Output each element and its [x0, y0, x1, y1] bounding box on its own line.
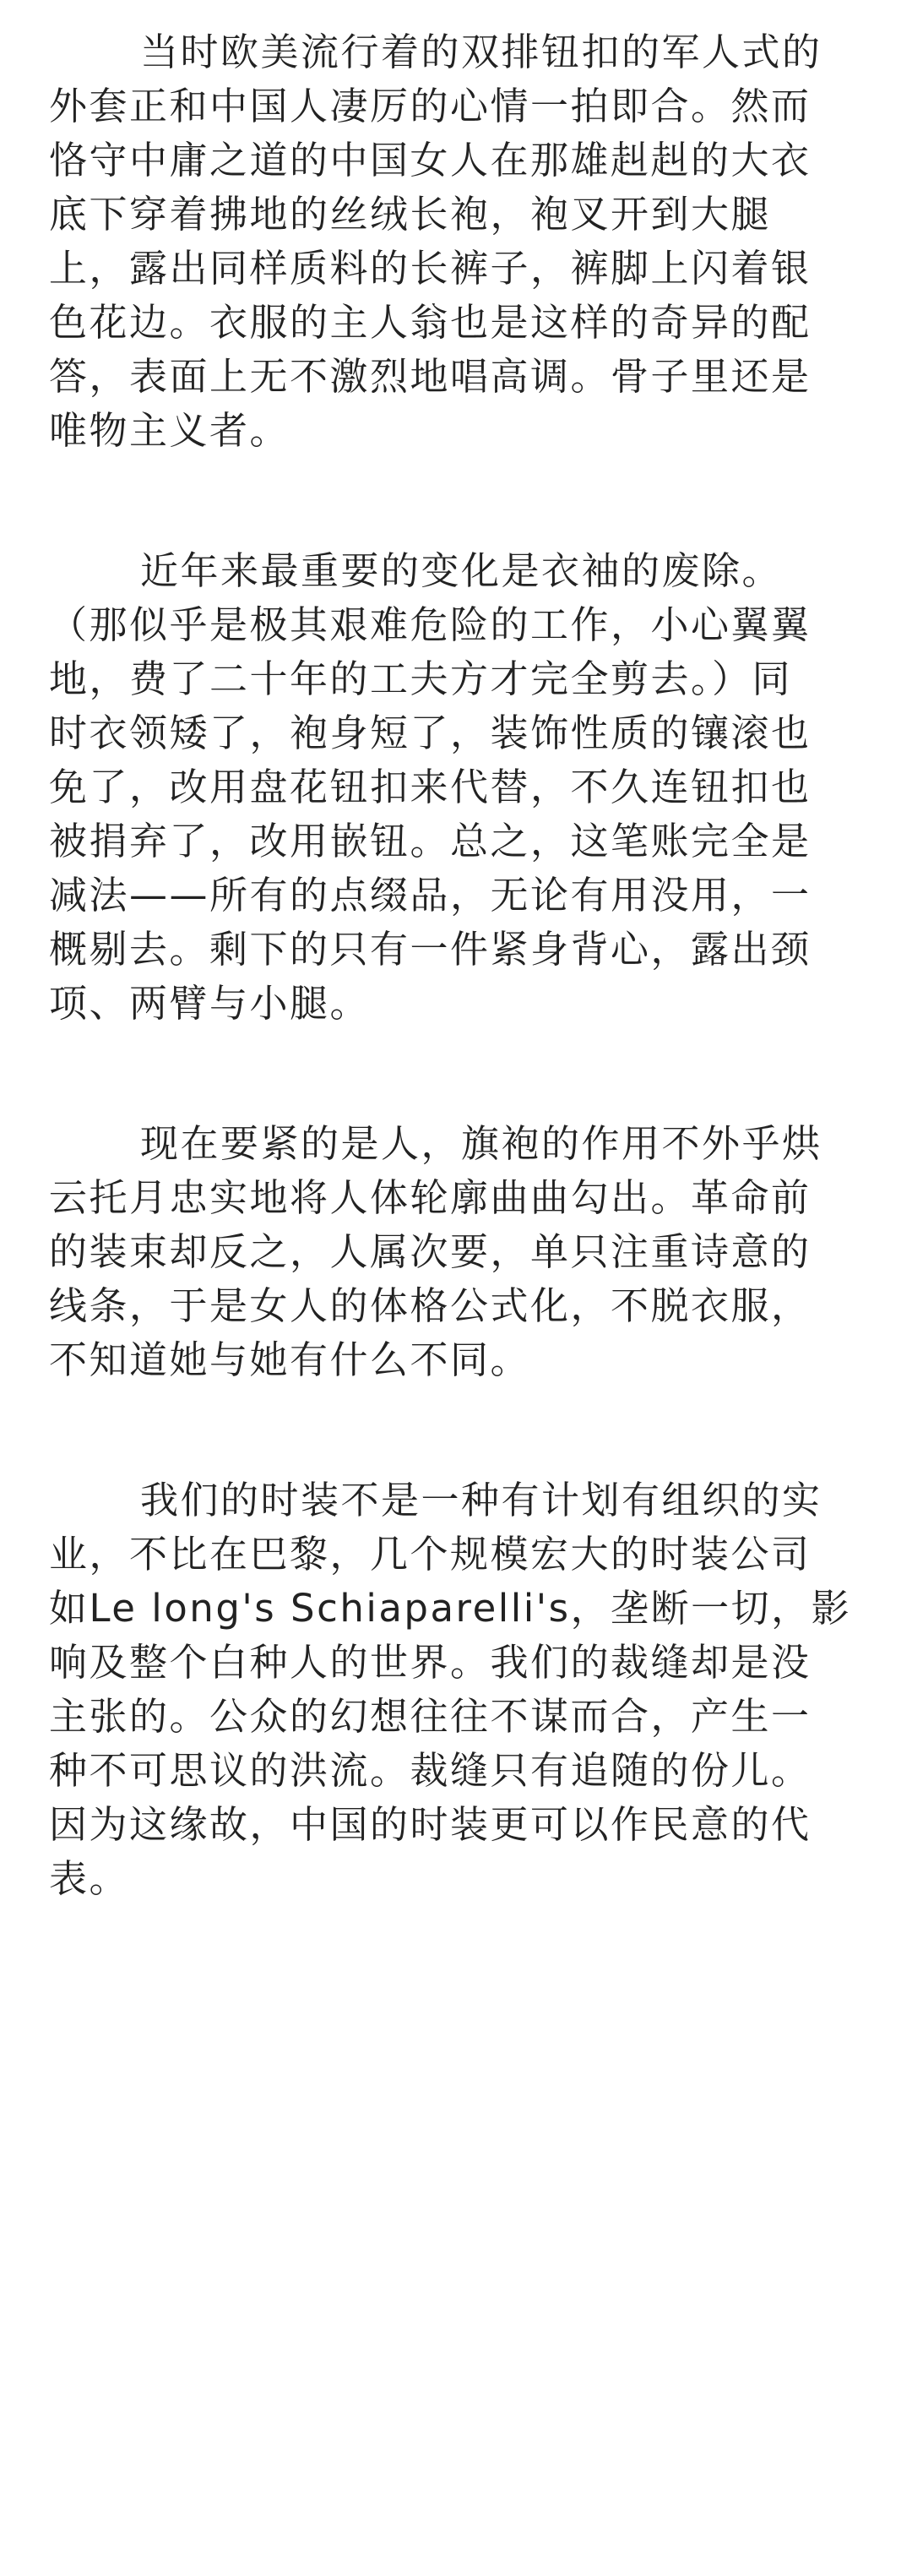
paragraph-1: [49, 25, 868, 458]
text-line: 因为这缘故，中国的时装更可以作民意的代: [49, 1802, 812, 1847]
text-line: 当时欧美流行着的双排钮扣的军人式的: [140, 30, 822, 74]
paragraph-4: [49, 1473, 868, 1906]
text-line: 免了，改用盘花钮扣来代替，不久连钮扣也: [49, 765, 812, 809]
text-line: 我们的时装不是一种有计划有组织的实: [140, 1478, 822, 1522]
text-line: 概剔去。剩下的只有一件紧身背心，露出颈: [49, 927, 812, 972]
text-line: （那似乎是极其艰难危险的工作，小心翼翼: [49, 602, 812, 647]
text-line: 现在要紧的是人，旗袍的作用不外乎烘: [140, 1121, 822, 1166]
paragraph-2: [49, 544, 868, 1031]
text-line: 上，露出同样质料的长裤子，裤脚上闪着银: [49, 246, 812, 291]
paragraph-3: [49, 1117, 868, 1387]
text-line: 地，费了二十年的工夫方才完全剪去。）同: [49, 656, 793, 701]
text-line: 答，表面上无不激烈地唱高调。骨子里还是: [49, 354, 812, 399]
text-line: 近年来最重要的变化是衣袖的废除。: [140, 548, 783, 593]
text-line: 的装束却反之，人属次要，单只注重诗意的: [49, 1229, 812, 1274]
text-line: 种不可思议的洪流。裁缝只有追随的份儿。: [49, 1748, 812, 1793]
text-line: 业，不比在巴黎，几个规模宏大的时装公司: [49, 1532, 812, 1577]
text-line: 恪守中庸之道的中国女人在那雄赳赳的大衣: [49, 138, 812, 182]
text-line: 底下穿着拂地的丝绒长袍，袍叉开到大腿: [49, 192, 772, 237]
text-line: 时衣领矮了，袍身短了，装饰性质的镶滚也: [49, 711, 812, 755]
text-line: 云托月忠实地将人体轮廓曲曲勾出。革命前: [49, 1175, 812, 1220]
text-line: 主张的。公众的幻想往往不谋而合，产生一: [49, 1694, 812, 1739]
text-line: 线条，于是女人的体格公式化，不脱衣服，: [49, 1283, 812, 1328]
text-line: 响及整个白种人的世界。我们的裁缝却是没: [49, 1640, 812, 1685]
text-line: 表。: [49, 1856, 130, 1901]
text-line: 外套正和中国人凄厉的心情一拍即合。然而: [49, 84, 812, 128]
text-line: 如Le long's Schiaparelli's，垄断一切，影: [49, 1586, 852, 1631]
text-line: 色花边。衣服的主人翁也是这样的奇异的配: [49, 300, 812, 345]
text-line: 被捐弃了，改用嵌钮。总之，这笔账完全是: [49, 819, 812, 863]
text-line: 减法——所有的点缀品，无论有用没用，一: [49, 873, 812, 918]
text-line: 项、两臂与小腿。: [49, 981, 371, 1026]
article-body: [49, 25, 868, 1992]
text-line: 唯物主义者。: [49, 408, 290, 453]
text-line: 不知道她与她有什么不同。: [49, 1337, 531, 1382]
